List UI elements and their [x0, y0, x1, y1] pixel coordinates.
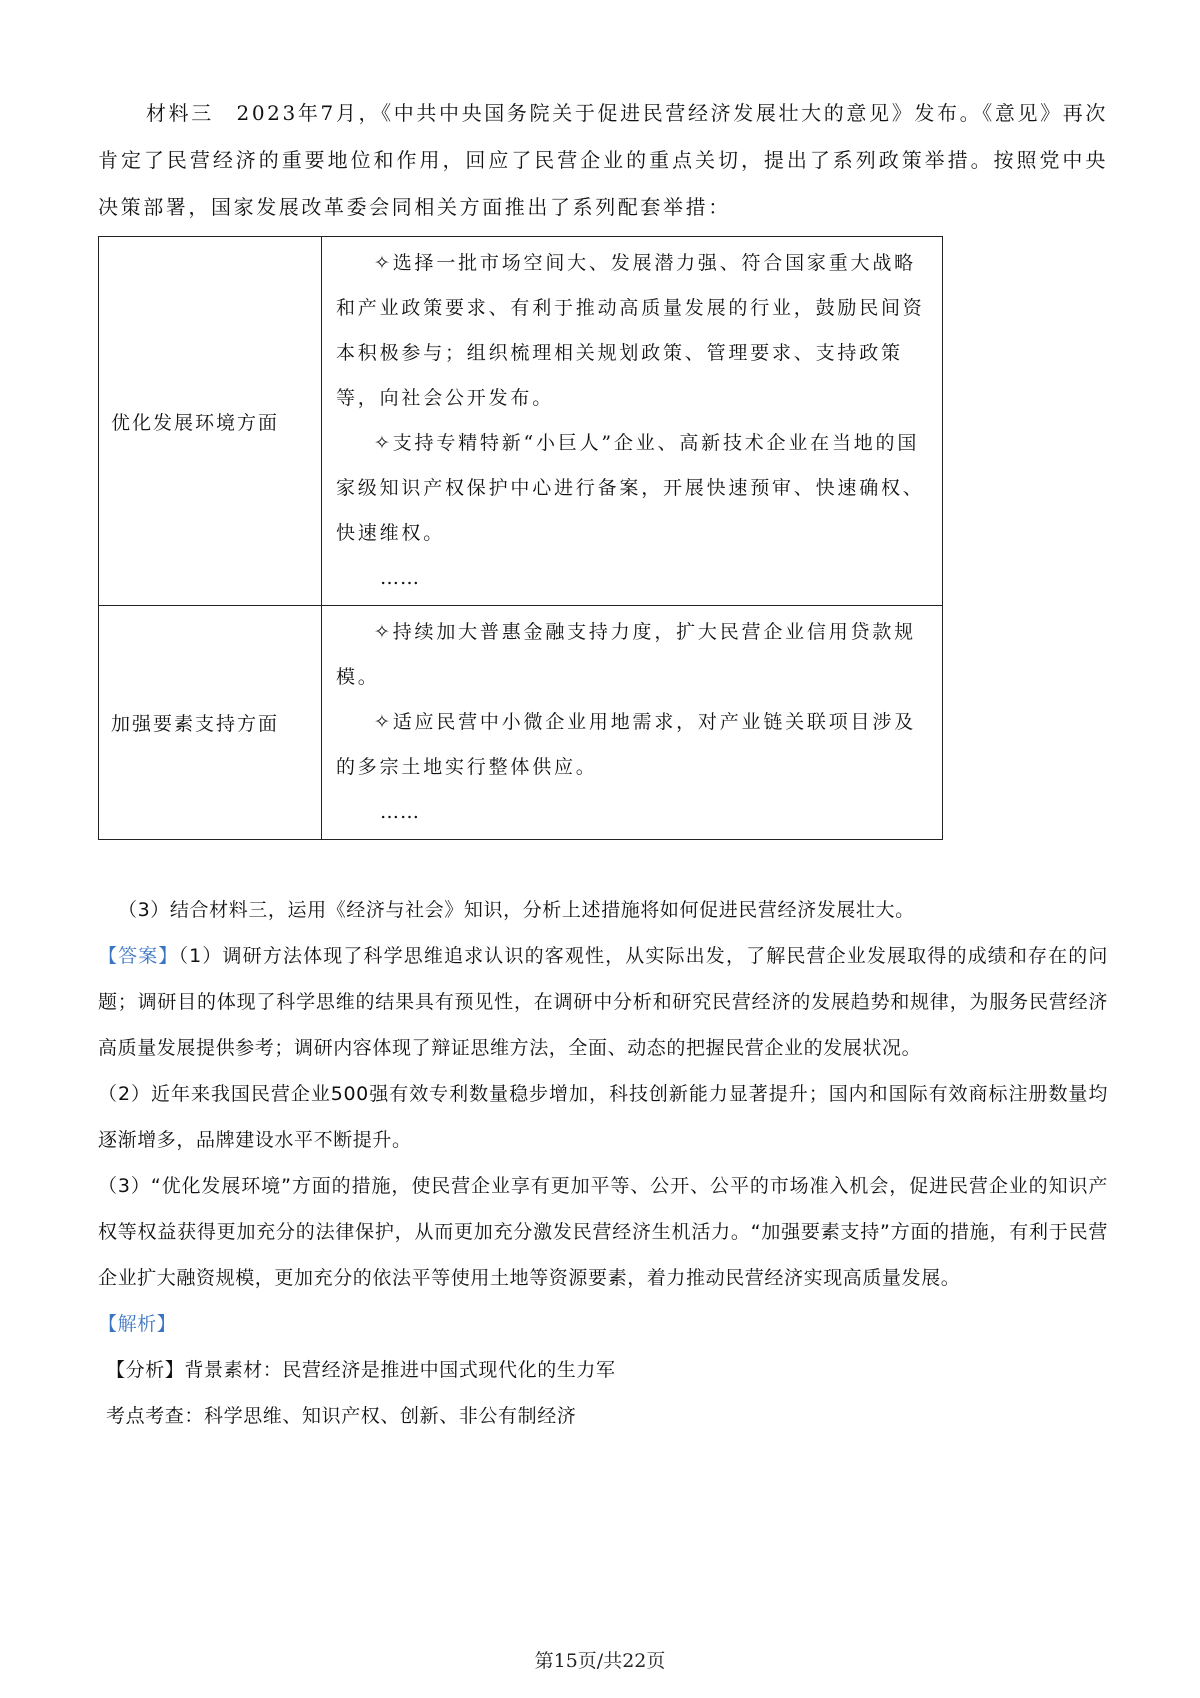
measure-item: ✧选择一批市场空间大、发展潜力强、符合国家重大战略和产业政策要求、有利于推动高质量发展的行业，鼓励民间资本积极参与；组织梳理相关规划政策、管理要求、支持政策等，向社会公开发布。 [336, 252, 925, 409]
material-three-paragraph: 材料三 2023年7月，《中共中央国务院关于促进民营经济发展壮大的意见》发布。《意见》再次肯定了民营经济的重要地位和作用，回应了民营企业的重点关切，提出了系列政策举措。按照党中央决策部署，国家发展改革委会同相关方面推出了系列配套举措： [98, 101, 1108, 219]
measures-table [98, 236, 943, 840]
measure-item: ✧支持专精特新“小巨人”企业、高新技术企业在当地的国家级知识产权保护中心进行备案，开展快速预审、快速确权、快速维权。 [336, 432, 925, 544]
measures-cell [322, 237, 943, 606]
table-row [99, 237, 943, 606]
answer-part-two: （2）近年来我国民营企业500强有效专利数量稳步增加，科技创新能力显著提升；国内和国际有效商标注册数量均逐渐增多，品牌建设水平不断提升。 [98, 1083, 1108, 1151]
page-number: 第15页/共22页 [534, 1650, 666, 1672]
analysis-subtag: 【分析】 [106, 1359, 185, 1381]
analysis-background-text: 背景素材：民营经济是推进中国式现代化的生力军 [184, 1359, 616, 1381]
measure-ellipsis: …… [380, 567, 420, 589]
answer-part-one-text: （1）调研方法体现了科学思维追求认识的客观性，从实际出发，了解民营企业发展取得的成绩和存在的问题；调研目的体现了科学思维的结果具有预见性，在调研中分析和研究民营经济的发展趋势和规律，为服务民营经济高质量发展提供参考；调研内容体现了辩证思维方法，全面、动态的把握民营企业的发展状况。 [98, 945, 1108, 1059]
analysis-tag: 【解析】 [98, 1313, 177, 1335]
question-three: （3）结合材料三，运用《经济与社会》知识，分析上述措施将如何促进民营经济发展壮大。 [118, 899, 915, 921]
analysis-heading [98, 1301, 1108, 1347]
analysis-background [106, 1347, 1108, 1393]
measure-ellipsis: …… [380, 801, 420, 823]
answer-tag: 【答案】 [98, 945, 179, 967]
analysis-points: 考点考查：科学思维、知识产权、创新、非公有制经济 [106, 1405, 577, 1427]
aspect-cell: 加强要素支持方面 [99, 606, 322, 840]
answer-part-one [98, 933, 1108, 1071]
measures-cell [322, 606, 943, 840]
question-answer-section [98, 887, 1108, 1439]
measure-item: ✧持续加大普惠金融支持力度，扩大民营企业信用贷款规模。 [336, 621, 916, 688]
measure-item: ✧适应民营中小微企业用地需求，对产业链关联项目涉及的多宗土地实行整体供应。 [336, 711, 916, 778]
answer-part-three: （3）“优化发展环境”方面的措施，使民营企业享有更加平等、公开、公平的市场准入机会，促进民营企业的知识产权等权益获得更加充分的法律保护，从而更加充分激发民营经济生机活力。“加强要素支持”方面的措施，有利于民营企业扩大融资规模，更加充分的依法平等使用土地等资源要素，着力推动民营经济实现高质量发展。 [98, 1175, 1108, 1289]
aspect-cell: 优化发展环境方面 [99, 237, 322, 606]
table-row [99, 606, 943, 840]
